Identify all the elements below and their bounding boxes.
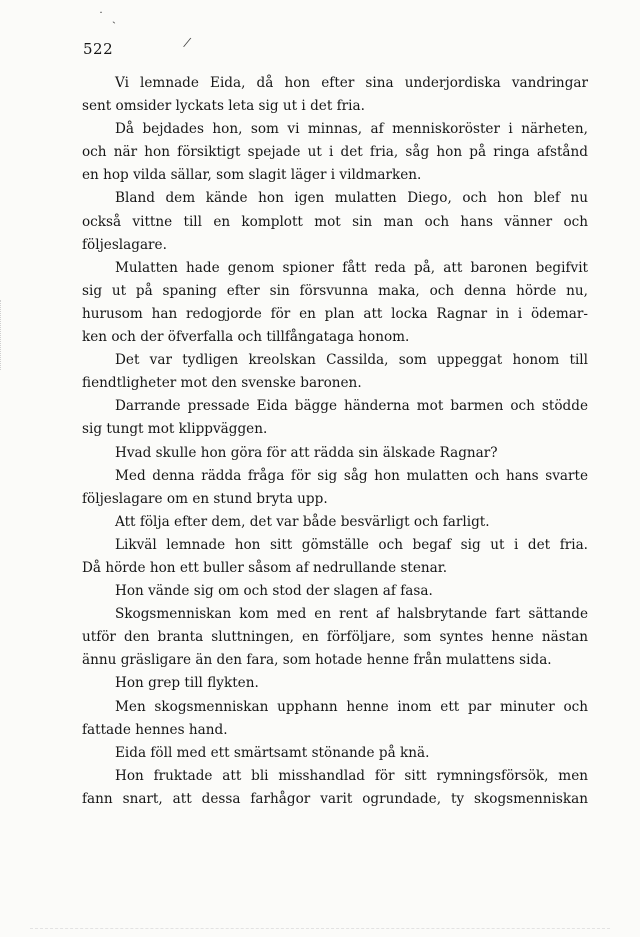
text-line: ännu gräsligare än den fara, som hotade henne från mulattens sida. bbox=[82, 652, 552, 669]
text-line: utför den branta sluttningen, en förföljare, som syntes henne nästan bbox=[82, 629, 588, 646]
text-line: Hon vände sig om och stod der slagen af fasa. bbox=[115, 583, 433, 600]
pencil-mark: ⁄ bbox=[184, 35, 190, 52]
text-line: Hon grep till flykten. bbox=[115, 675, 259, 692]
text-line: och när hon försiktigt spejade ut i det fria, såg hon på ringa afstånd bbox=[82, 144, 588, 161]
text-line: Darrande pressade Eida bägge händerna mot barmen och stödde bbox=[115, 398, 588, 415]
text-line: också vittne till en komplott mot sin man och hans vänner och bbox=[82, 213, 588, 230]
text-line: Att följa efter dem, det var både besvärligt och farligt. bbox=[115, 513, 490, 530]
text-line: sig ut på spaning efter sin försvunna maka, och denna hörde nu, bbox=[82, 282, 588, 299]
text-line: Hvad skulle hon göra för att rädda sin älskade Ragnar? bbox=[115, 444, 498, 461]
page-edge-mark bbox=[0, 300, 7, 370]
text-line: Men skogsmenniskan upphann henne inom ett par minuter och bbox=[115, 698, 588, 715]
text-line: ken och der öfverfalla och tillfångataga honom. bbox=[82, 329, 410, 346]
body-text bbox=[82, 72, 588, 811]
text-line: fattade hennes hand. bbox=[82, 721, 228, 738]
text-line: Eida föll med ett smärtsamt stönande på knä. bbox=[115, 744, 430, 761]
text-line: fann snart, att dessa farhågor varit ogrundade, ty skogsmenniskan bbox=[82, 790, 588, 807]
text-line: Då bejdades hon, som vi minnas, af menniskoröster i närheten, bbox=[115, 121, 588, 138]
page-bottom-edge bbox=[30, 928, 610, 929]
text-line: Likväl lemnade hon sitt gömställe och begaf sig ut i det fria. bbox=[115, 536, 588, 553]
text-line: Mulatten hade genom spioner fått reda på, att baronen begifvit bbox=[115, 259, 588, 276]
text-line: sig tungt mot klippväggen. bbox=[82, 421, 268, 438]
page-number: 522 bbox=[83, 40, 114, 58]
text-line: fiendtligheter mot den svenske baronen. bbox=[82, 375, 362, 392]
text-line: sent omsider lyckats leta sig ut i det fria. bbox=[82, 98, 365, 115]
text-line: Vi lemnade Eida, då hon efter sina underjordiska vandringar bbox=[115, 75, 588, 91]
text-line: hurusom han redogjorde för en plan att locka Ragnar in i ödemar- bbox=[82, 305, 588, 322]
text-line: Då hörde hon ett buller såsom af nedrullande stenar. bbox=[82, 559, 448, 576]
text-line: Skogsmenniskan kom med en rent af halsbrytande fart sättande bbox=[115, 606, 588, 623]
text-line: Det var tydligen kreolskan Cassilda, som uppeggat honom till bbox=[115, 352, 588, 369]
text-line: Bland dem kände hon igen mulatten Diego, och hon blef nu bbox=[115, 190, 588, 207]
text-line: Hon fruktade att bli misshandlad för sitt rymningsförsök, men bbox=[115, 767, 588, 784]
print-specks: ˙ˎ bbox=[98, 10, 124, 24]
text-line: följeslagare. bbox=[82, 236, 167, 253]
text-line: Med denna rädda fråga för sig såg hon mulatten och hans svarte bbox=[115, 467, 588, 484]
text-line: följeslagare om en stund bryta upp. bbox=[82, 490, 328, 507]
text-line: en hop vilda sällar, som slagit läger i vildmarken. bbox=[82, 167, 422, 184]
